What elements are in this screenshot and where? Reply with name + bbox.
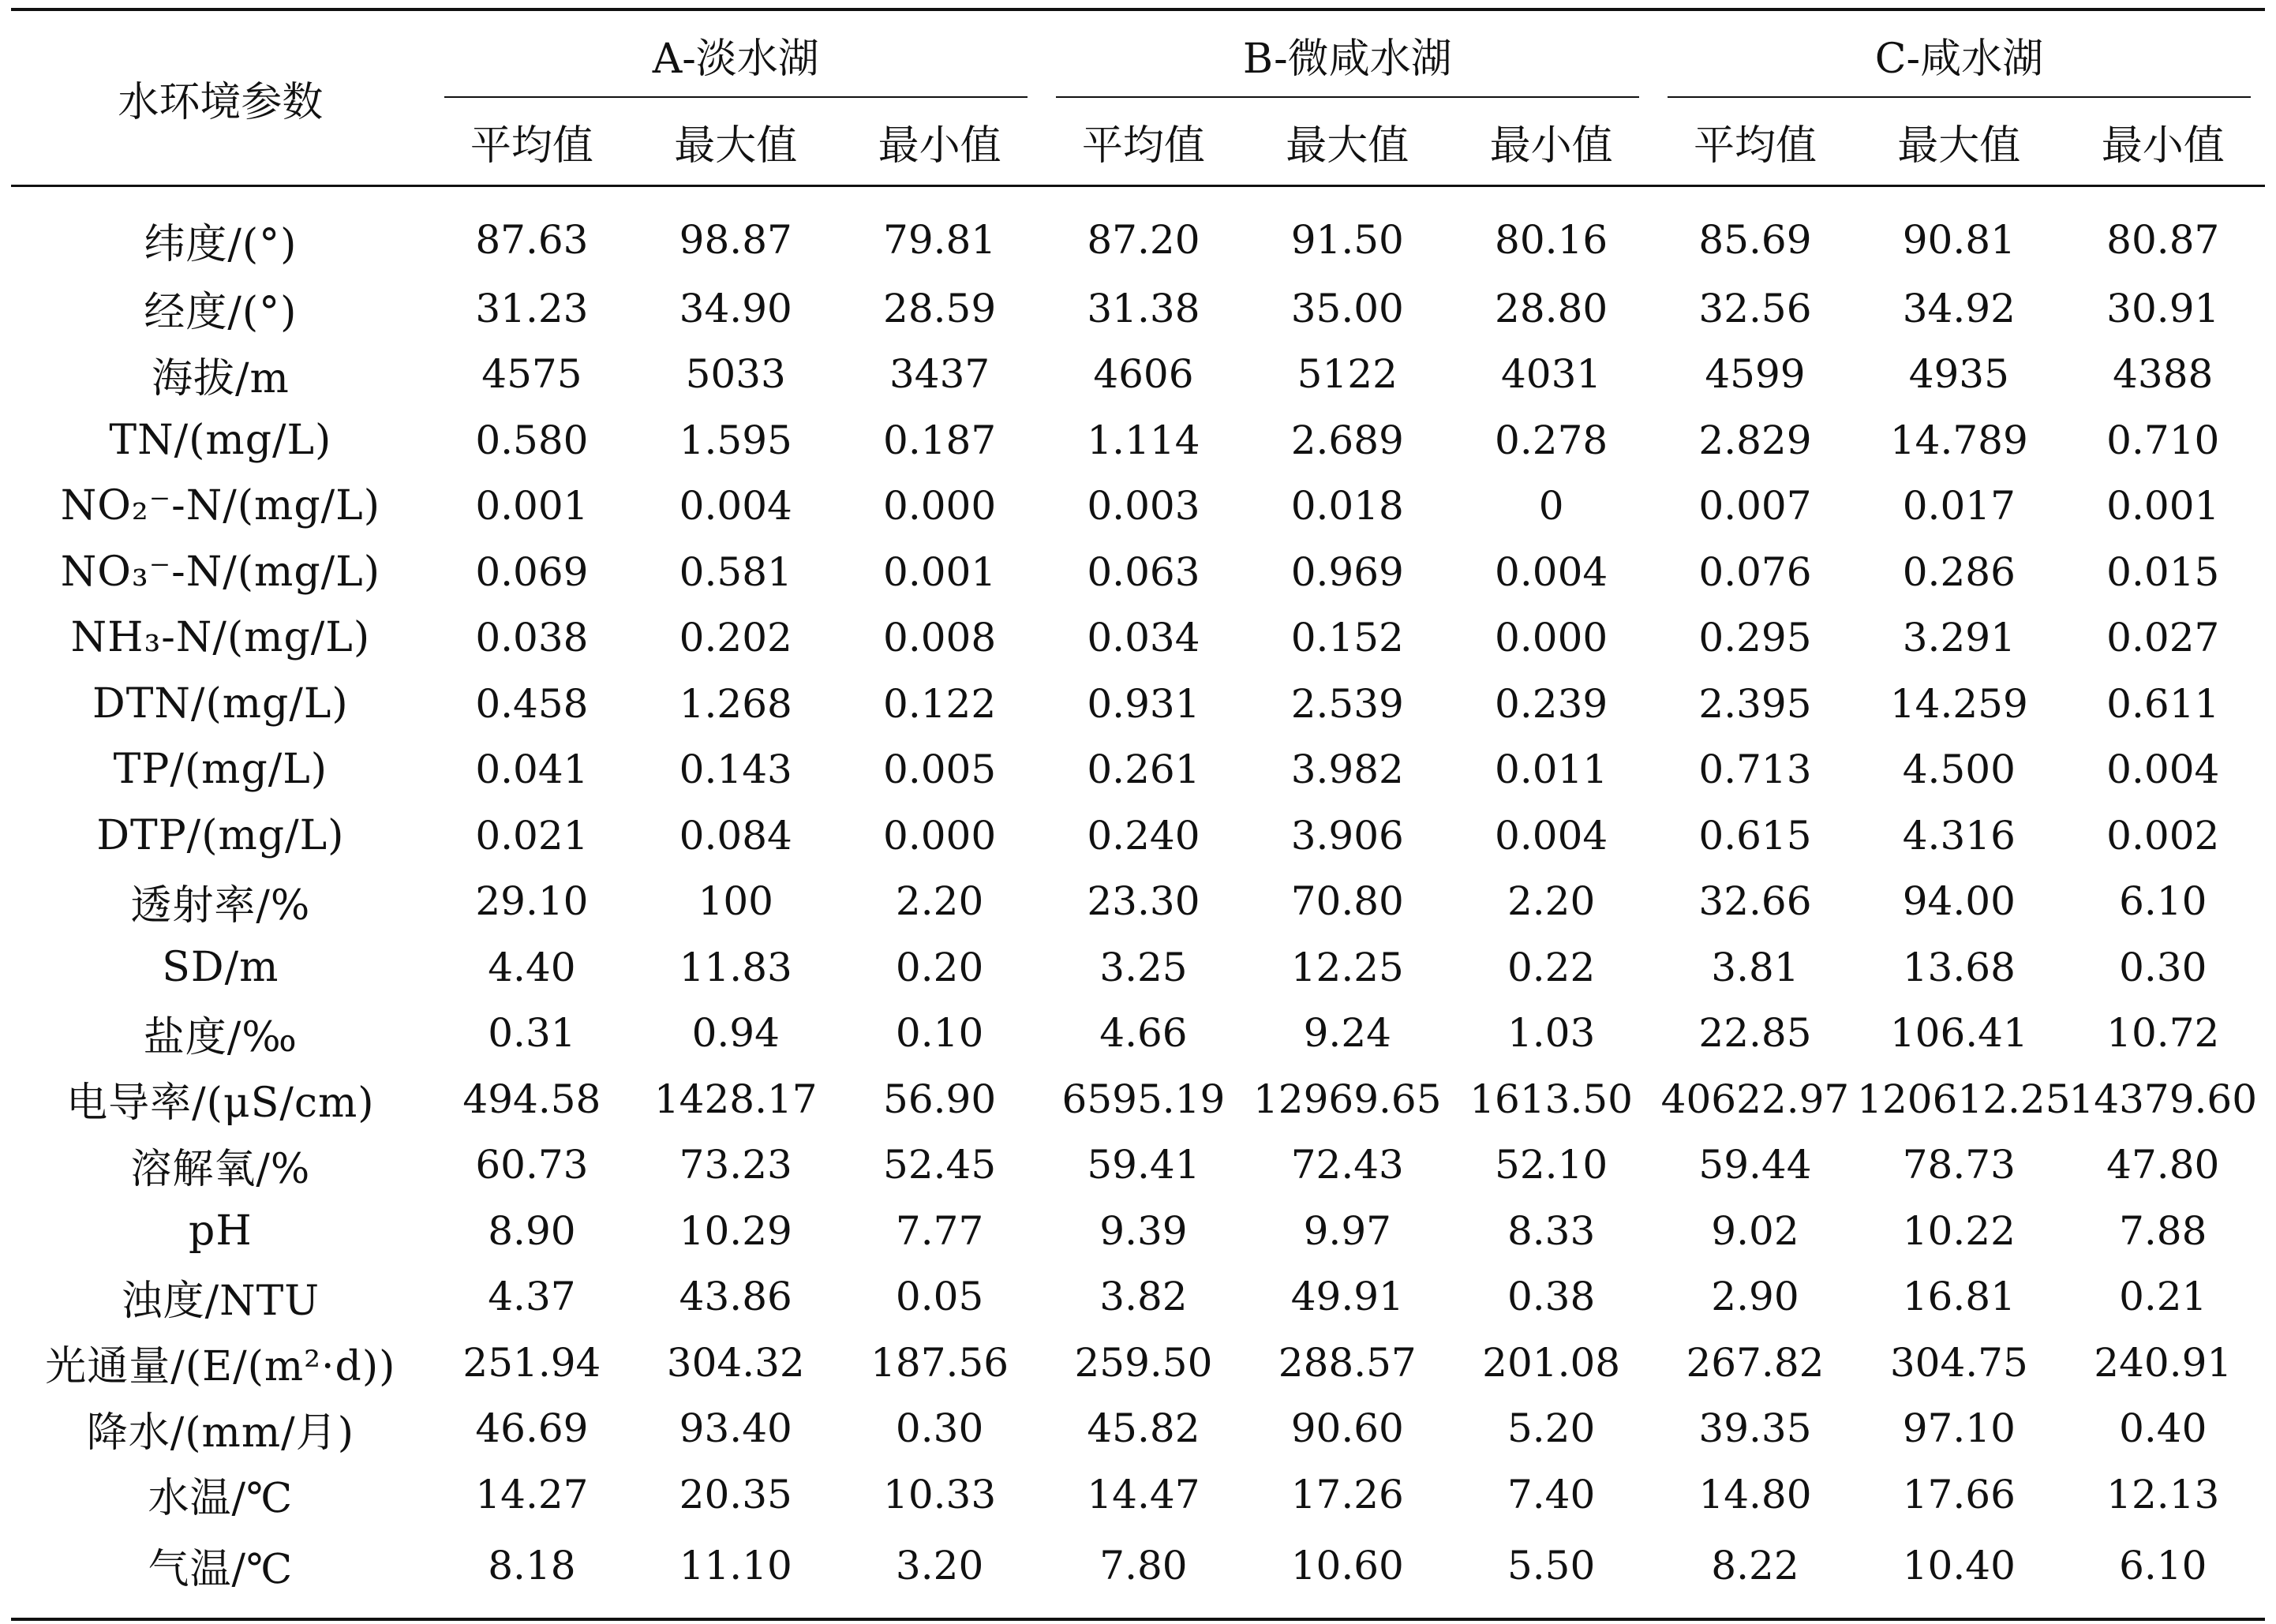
table-cell: 0.21 (2119, 1274, 2207, 1320)
table-cell: 0.969 (1290, 548, 1404, 595)
table-cell: 1.595 (679, 417, 792, 463)
table-cell: 251.94 (462, 1339, 601, 1386)
table-cell: 0.000 (883, 812, 997, 859)
table-cell: 4575 (481, 351, 582, 398)
row-param-label: 水温/℃ (148, 1475, 294, 1523)
table-cell: 10.60 (1245, 1528, 1449, 1619)
table-row (11, 1330, 2265, 1396)
table-cell: 7.77 (895, 1207, 984, 1254)
table-cell: 49.91 (1290, 1274, 1404, 1320)
table-cell: 0.10 (895, 1010, 984, 1057)
table-cell: 0.31 (488, 1010, 576, 1057)
table-cell: 31.23 (475, 285, 589, 331)
table-cell: 2.90 (1711, 1274, 1799, 1320)
table-cell: 3437 (889, 351, 990, 398)
table-cell: 0.143 (679, 747, 792, 793)
table-cell: 10.72 (2106, 1010, 2220, 1057)
row-param-label: NO₃⁻-N/(mg/L) (60, 548, 380, 596)
table-cell: 12.13 (2106, 1471, 2220, 1517)
table-cell: 10.22 (1902, 1207, 2016, 1254)
table-cell: 60.73 (475, 1142, 589, 1188)
table-cell: 0.000 (883, 483, 997, 529)
table-cell: 32.56 (1698, 285, 1812, 331)
table-row (11, 342, 2265, 408)
table-cell: 8.18 (430, 1528, 634, 1619)
table-cell: 0.001 (475, 483, 589, 529)
table-cell: 91.50 (1290, 217, 1404, 263)
table-cell: 28.59 (883, 285, 997, 331)
table-cell: 52.10 (1495, 1142, 1608, 1188)
table-cell: 17.26 (1290, 1471, 1404, 1517)
table-cell: 73.23 (679, 1142, 792, 1188)
table-cell: 0.40 (2119, 1405, 2207, 1452)
table-cell: 187.56 (870, 1339, 1009, 1386)
table-cell: 4.316 (1902, 812, 2016, 859)
group-underline (444, 96, 1028, 98)
table-row (11, 473, 2265, 540)
table-cell: 1613.50 (1469, 1076, 1633, 1122)
table-cell: 98.87 (679, 217, 792, 263)
table-cell: 0.017 (1902, 483, 2016, 529)
table-cell: 40622.97 (1660, 1076, 1850, 1122)
table-cell: 6.10 (2119, 878, 2207, 925)
table-cell: 35.00 (1290, 285, 1404, 331)
table-cell: 2.539 (1290, 680, 1404, 727)
table-cell: 11.10 (634, 1528, 837, 1619)
table-cell: 0.008 (883, 615, 997, 661)
stat-header-max: 最大值 (1857, 98, 2061, 186)
table-cell: 10.29 (679, 1207, 792, 1254)
table-row (11, 737, 2265, 803)
table-cell: 2.20 (895, 878, 984, 925)
table-cell: 70.80 (1290, 878, 1404, 925)
table-cell: 201.08 (1482, 1339, 1621, 1386)
table-cell: 4.500 (1902, 747, 2016, 793)
table-cell: 9.24 (1303, 1010, 1391, 1057)
table-cell: 0.002 (2106, 812, 2220, 859)
table-row (11, 869, 2265, 935)
table-cell: 34.92 (1902, 285, 2016, 331)
table-cell: 3.82 (1099, 1274, 1188, 1320)
table-cell: 0.084 (679, 812, 792, 859)
row-param-label: 光通量/(E/(m²·d)) (45, 1343, 396, 1391)
stat-header-max: 最大值 (1245, 98, 1449, 186)
table-cell: 30.91 (2106, 285, 2220, 331)
table-cell: 0.000 (1495, 615, 1608, 661)
table-cell: 90.60 (1290, 1405, 1404, 1452)
row-param-label: 纬度/(°) (144, 220, 298, 268)
table-cell: 0.027 (2106, 615, 2220, 661)
table-cell: 9.02 (1711, 1207, 1799, 1254)
table-cell: 8.22 (1653, 1528, 1857, 1619)
table-cell: 10.33 (883, 1471, 997, 1517)
stat-header-min: 最小值 (2061, 98, 2265, 186)
table-cell: 0.034 (1087, 615, 1200, 661)
table-cell: 72.43 (1290, 1142, 1404, 1188)
table-cell: 5033 (685, 351, 786, 398)
table-cell: 3.291 (1902, 615, 2016, 661)
table-cell: 45.82 (1087, 1405, 1200, 1452)
table-row (11, 275, 2265, 342)
table-cell: 0.004 (1495, 548, 1608, 595)
table-cell: 6595.19 (1061, 1076, 1226, 1122)
table-cell: 9.97 (1303, 1207, 1391, 1254)
table-cell: 259.50 (1074, 1339, 1213, 1386)
table-cell: 5.50 (1449, 1528, 1653, 1619)
group-header-brackish (1042, 9, 1653, 98)
table-cell: 94.00 (1902, 878, 2016, 925)
table-cell: 0.011 (1495, 747, 1608, 793)
table-cell: 31.38 (1087, 285, 1200, 331)
table-cell: 0.007 (1698, 483, 1812, 529)
table-cell: 8.90 (488, 1207, 576, 1254)
row-param-label: 盐度/‰ (143, 1013, 298, 1061)
table-cell: 32.66 (1698, 878, 1812, 925)
table-cell: 4599 (1705, 351, 1806, 398)
group-header-saline (1653, 9, 2265, 98)
table-cell: 87.63 (475, 217, 589, 263)
table-cell: 78.73 (1902, 1142, 2016, 1188)
row-param-label: 电导率/(μS/cm) (66, 1080, 375, 1128)
table-cell: 80.87 (2106, 217, 2220, 263)
table-cell: 4.40 (488, 944, 576, 990)
table-cell: 8.33 (1507, 1207, 1596, 1254)
table-cell: 7.40 (1507, 1471, 1596, 1517)
table-cell: 20.35 (679, 1471, 792, 1517)
table-cell: 2.829 (1698, 417, 1812, 463)
table-cell: 14.27 (475, 1471, 589, 1517)
table-row (11, 803, 2265, 869)
table-cell: 0.261 (1087, 747, 1200, 793)
table-cell: 7.88 (2119, 1207, 2207, 1254)
table-cell: 17.66 (1902, 1471, 2016, 1517)
table-cell: 0.20 (895, 944, 984, 990)
table-cell: 59.44 (1698, 1142, 1812, 1188)
table-cell: 0.239 (1495, 680, 1608, 727)
table-cell: 4935 (1908, 351, 2009, 398)
table-cell: 4031 (1501, 351, 1602, 398)
table-cell: 0.710 (2106, 417, 2220, 463)
row-param-label: 海拔/m (151, 354, 290, 402)
table-cell: 0.30 (895, 1405, 984, 1452)
table-cell: 5122 (1297, 351, 1398, 398)
row-param-label: 浊度/NTU (121, 1277, 320, 1325)
table-cell: 0.286 (1902, 548, 2016, 595)
table-cell: 9.39 (1099, 1207, 1188, 1254)
group-header-label: A-淡水湖 (652, 35, 819, 83)
table-cell: 2.20 (1507, 878, 1596, 925)
table-row (11, 605, 2265, 672)
stat-header-mean: 平均值 (430, 98, 634, 186)
table-cell: 0.38 (1507, 1274, 1596, 1320)
row-param-label: 经度/(°) (144, 289, 298, 337)
table-cell: 4606 (1093, 351, 1194, 398)
stat-header-mean: 平均值 (1042, 98, 1245, 186)
table-row (11, 1001, 2265, 1067)
table-cell: 0.152 (1290, 615, 1404, 661)
group-underline (1056, 96, 1639, 98)
table-cell: 22.85 (1698, 1010, 1812, 1057)
table-cell: 23.30 (1087, 878, 1200, 925)
table-cell: 0.018 (1290, 483, 1404, 529)
table-cell: 39.35 (1698, 1405, 1812, 1452)
table-cell: 0.611 (2106, 680, 2220, 727)
table-cell: 4.37 (488, 1274, 576, 1320)
row-param-label: 气温/℃ (11, 1528, 430, 1619)
table-cell: 0.038 (475, 615, 589, 661)
table-cell: 0.004 (1495, 812, 1608, 859)
table-cell: 59.41 (1087, 1142, 1200, 1188)
table-cell: 12969.65 (1252, 1076, 1442, 1122)
table-cell: 3.906 (1290, 812, 1404, 859)
table-cell: 0.202 (679, 615, 792, 661)
table-cell: 56.90 (883, 1076, 997, 1122)
table-cell: 288.57 (1278, 1339, 1417, 1386)
row-param-label: TN/(mg/L) (109, 416, 332, 464)
row-param-label: SD/m (162, 943, 279, 991)
table-row (11, 1528, 2265, 1619)
table-cell: 11.83 (679, 944, 792, 990)
table-cell: 0.004 (679, 483, 792, 529)
table-row (11, 1066, 2265, 1132)
table-cell: 0.122 (883, 680, 997, 727)
table-cell: 267.82 (1686, 1339, 1825, 1386)
table-cell: 240.91 (2094, 1339, 2233, 1386)
group-header-label: C-咸水湖 (1874, 35, 2044, 83)
stat-header-max: 最大值 (634, 98, 837, 186)
table-cell: 0.005 (883, 747, 997, 793)
table-cell: 4.66 (1099, 1010, 1188, 1057)
table-cell: 14.259 (1889, 680, 2028, 727)
table-cell: 0.069 (475, 548, 589, 595)
row-param-label: NO₂⁻-N/(mg/L) (60, 482, 380, 530)
table-cell: 2.689 (1290, 417, 1404, 463)
table-cell: 0.004 (2106, 747, 2220, 793)
table-cell: 97.10 (1902, 1405, 2016, 1452)
table-cell: 13.68 (1902, 944, 2016, 990)
stat-header-min: 最小值 (1449, 98, 1653, 186)
table-cell: 14379.60 (2068, 1076, 2258, 1122)
table-cell: 0.580 (475, 417, 589, 463)
table-cell: 0.187 (883, 417, 997, 463)
table-cell: 0.05 (895, 1274, 984, 1320)
table-cell: 0.001 (883, 548, 997, 595)
stat-header-min: 最小值 (837, 98, 1041, 186)
group-header-row (11, 9, 2265, 98)
table-row (11, 934, 2265, 1001)
table-cell: 7.80 (1042, 1528, 1245, 1619)
row-param-label: 降水/(mm/月) (86, 1409, 354, 1457)
table-cell: 0.003 (1087, 483, 1200, 529)
table-cell: 1.03 (1507, 1010, 1596, 1057)
table-cell: 90.81 (1902, 217, 2016, 263)
row-param-label: 透射率/% (130, 881, 311, 930)
table-cell: 0.021 (475, 812, 589, 859)
table-cell: 100 (698, 878, 773, 925)
table-cell: 80.16 (1495, 217, 1608, 263)
table-cell: 0.22 (1507, 944, 1596, 990)
table-cell: 14.789 (1889, 417, 2028, 463)
table-row (11, 1198, 2265, 1264)
table-cell: 34.90 (679, 285, 792, 331)
table-row (11, 1132, 2265, 1199)
table-cell: 0.278 (1495, 417, 1608, 463)
table-cell: 0.931 (1087, 680, 1200, 727)
table-cell: 0.30 (2119, 944, 2207, 990)
table-cell: 46.69 (475, 1405, 589, 1452)
table-cell: 3.25 (1099, 944, 1188, 990)
stat-header-mean: 平均值 (1653, 98, 1857, 186)
table-cell: 0.015 (2106, 548, 2220, 595)
table-cell: 106.41 (1889, 1010, 2028, 1057)
table-body (11, 186, 2265, 1619)
table-cell: 0.581 (679, 548, 792, 595)
table-cell: 3.81 (1711, 944, 1799, 990)
table-cell: 14.80 (1698, 1471, 1812, 1517)
table-cell: 16.81 (1902, 1274, 2016, 1320)
table-row (11, 1396, 2265, 1462)
row-param-label: 溶解氧/% (130, 1145, 311, 1193)
table-cell: 29.10 (475, 878, 589, 925)
table-cell: 14.47 (1087, 1471, 1200, 1517)
table-cell: 0.041 (475, 747, 589, 793)
table-cell: 0.063 (1087, 548, 1200, 595)
table-cell: 28.80 (1495, 285, 1608, 331)
table-cell: 5.20 (1507, 1405, 1596, 1452)
table-cell: 120612.25 (1857, 1076, 2071, 1122)
table-cell: 0 (1538, 483, 1564, 529)
table-cell: 85.69 (1698, 217, 1812, 263)
table-cell: 0.458 (475, 680, 589, 727)
table-cell: 47.80 (2106, 1142, 2220, 1188)
table-cell: 1.268 (679, 680, 792, 727)
table-cell: 43.86 (679, 1274, 792, 1320)
table-cell: 12.25 (1290, 944, 1404, 990)
row-param-label: DTP/(mg/L) (96, 811, 345, 859)
table-cell: 2.395 (1698, 680, 1812, 727)
table-cell: 1428.17 (653, 1076, 818, 1122)
table-cell: 304.75 (1889, 1339, 2028, 1386)
table-cell: 87.20 (1087, 217, 1200, 263)
row-param-label: TP/(mg/L) (113, 746, 328, 794)
table-row (11, 1461, 2265, 1528)
param-column-header: 水环境参数 (11, 9, 430, 186)
table-cell: 52.45 (883, 1142, 997, 1188)
table-row (11, 186, 2265, 276)
table-cell: 4388 (2113, 351, 2214, 398)
group-header-label: B-微咸水湖 (1242, 35, 1452, 83)
row-param-label: pH (189, 1207, 253, 1255)
table-row (11, 671, 2265, 737)
table-cell: 494.58 (462, 1076, 601, 1122)
table-cell: 79.81 (883, 217, 997, 263)
table-cell: 93.40 (679, 1405, 792, 1452)
row-param-label: DTN/(mg/L) (92, 679, 349, 728)
table-cell: 6.10 (2061, 1528, 2265, 1619)
table-cell: 10.40 (1857, 1528, 2061, 1619)
table-cell: 0.94 (691, 1010, 780, 1057)
water-parameters-table-container (11, 8, 2265, 1621)
table-cell: 0.615 (1698, 812, 1812, 859)
row-param-label: NH₃-N/(mg/L) (70, 614, 371, 662)
table-cell: 3.20 (837, 1528, 1041, 1619)
table-row (11, 1264, 2265, 1330)
table-cell: 0.240 (1087, 812, 1200, 859)
table-cell: 1.114 (1087, 417, 1200, 463)
table-row (11, 407, 2265, 473)
table-cell: 0.076 (1698, 548, 1812, 595)
group-underline (1668, 96, 2251, 98)
table-cell: 0.001 (2106, 483, 2220, 529)
table-row (11, 539, 2265, 605)
table-cell: 0.295 (1698, 615, 1812, 661)
table-cell: 304.32 (666, 1339, 805, 1386)
water-parameters-table (11, 8, 2265, 1621)
table-cell: 3.982 (1290, 747, 1404, 793)
table-cell: 0.713 (1698, 747, 1812, 793)
group-header-freshwater (430, 9, 1042, 98)
